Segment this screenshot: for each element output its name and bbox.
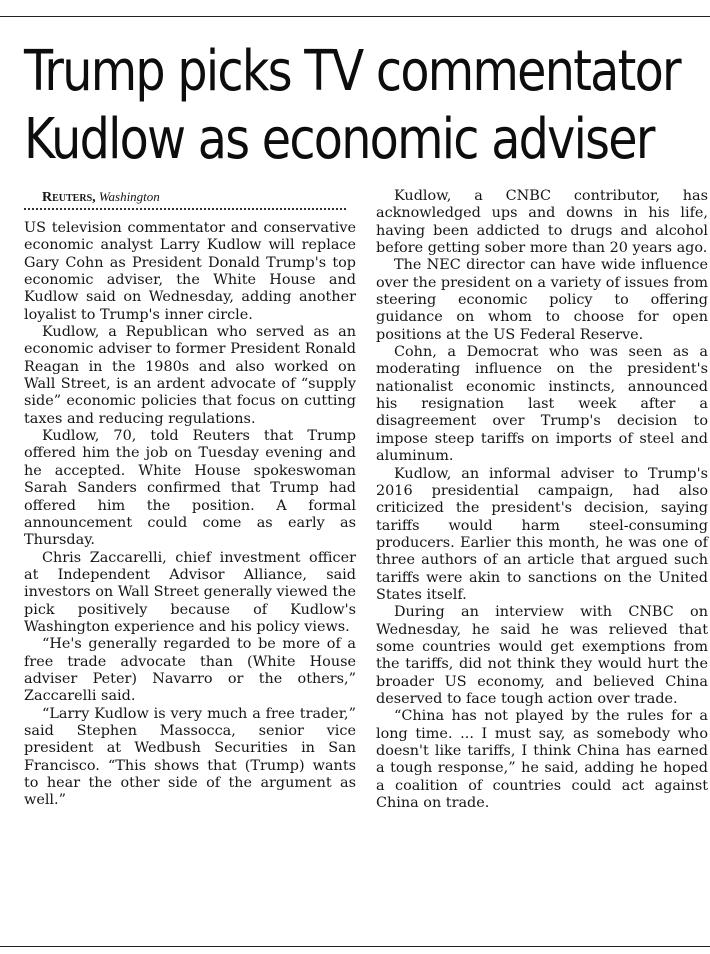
- headline: [24, 38, 680, 174]
- article-column-right: [376, 188, 708, 812]
- paragraph: Kudlow, a Republican who served as an economic adviser to former President Ronald Reagan in the 1980s and also worked on Wall Street, is an ardent advocate of “supply side” economic policies that focus on cutting taxes and reducing regulations.: [24, 324, 356, 427]
- headline-line-1: Trump picks TV commentator: [24, 39, 680, 104]
- byline-dotted-rule: [24, 208, 346, 210]
- paragraph: US television commentator and conservative economic analyst Larry Kudlow will replace Gary Cohn as President Donald Trump's top economic adviser, the White House and Kudlow said on Wednesday, adding another loyalist to Trump's inner circle.: [24, 220, 356, 323]
- paragraph: “Larry Kudlow is very much a free trader,” said Stephen Massocca, senior vice president at Wedbush Securities in San Francisco. “This shows that (Trump) wants to hear the other side of the argument as well.”: [24, 705, 356, 809]
- article-column-left: [24, 188, 356, 810]
- paragraph: The NEC director can have wide influence over the president on a variety of issues from steering economic policy to offering guidance on whom to choose for open positions at the US Federal Reserve.: [376, 257, 708, 343]
- byline: [24, 188, 356, 206]
- paragraph: Kudlow, 70, told Reuters that Trump offered him the job on Tuesday evening and he accepted. White House spokeswoman Sarah Sanders confirmed that Trump had offered him the position. A formal announcement could come as early as Thursday.: [24, 428, 356, 549]
- paragraph: “He's generally regarded to be more of a free trade advocate than (White House adviser Peter) Navarro or the others,” Zaccarelli said.: [24, 636, 356, 705]
- paragraph: Cohn, a Democrat who was seen as a moderating influence on the president's nationalist economic instincts, announced his resignation last week after a disagreement over Trump's decision to impose steep tariffs on imports of steel and aluminum.: [376, 344, 708, 465]
- paragraph: “China has not played by the rules for a long time. ... I must say, as somebody who doesn't like tariffs, I think China has earned a tough response,” he said, adding he hoped a coalition of countries could act against China on trade.: [376, 708, 708, 812]
- byline-agency: Reuters,: [42, 190, 96, 205]
- paragraph: Kudlow, an informal adviser to Trump's 2016 presidential campaign, had also criticized the president's decision, saying tariffs would harm steel-consuming producers. Earlier this month, he was one of three authors of an article that argued such tariffs were akin to sanctions on the United States itself.: [376, 465, 708, 603]
- top-rule: [0, 16, 710, 17]
- bottom-rule: [0, 946, 710, 947]
- paragraph: During an interview with CNBC on Wednesday, he said he was relieved that some countries would get exemptions from the tariffs, did not think they would hurt the broader US economy, and believed China deserved to face tough action over trade.: [376, 604, 708, 707]
- byline-place: Washington: [98, 189, 160, 204]
- cropped-header-mark: [34, 0, 164, 2]
- headline-line-2: Kudlow as economic adviser: [24, 107, 654, 172]
- paragraph: Chris Zaccarelli, chief investment officer at Independent Advisor Alliance, said investors on Wall Street generally viewed the pick positively because of Kudlow's Washington experience and his policy views.: [24, 549, 356, 635]
- paragraph: Kudlow, a CNBC contributor, has acknowledged ups and downs in his life, having been addicted to drugs and alcohol before getting sober more than 20 years ago.: [376, 188, 708, 257]
